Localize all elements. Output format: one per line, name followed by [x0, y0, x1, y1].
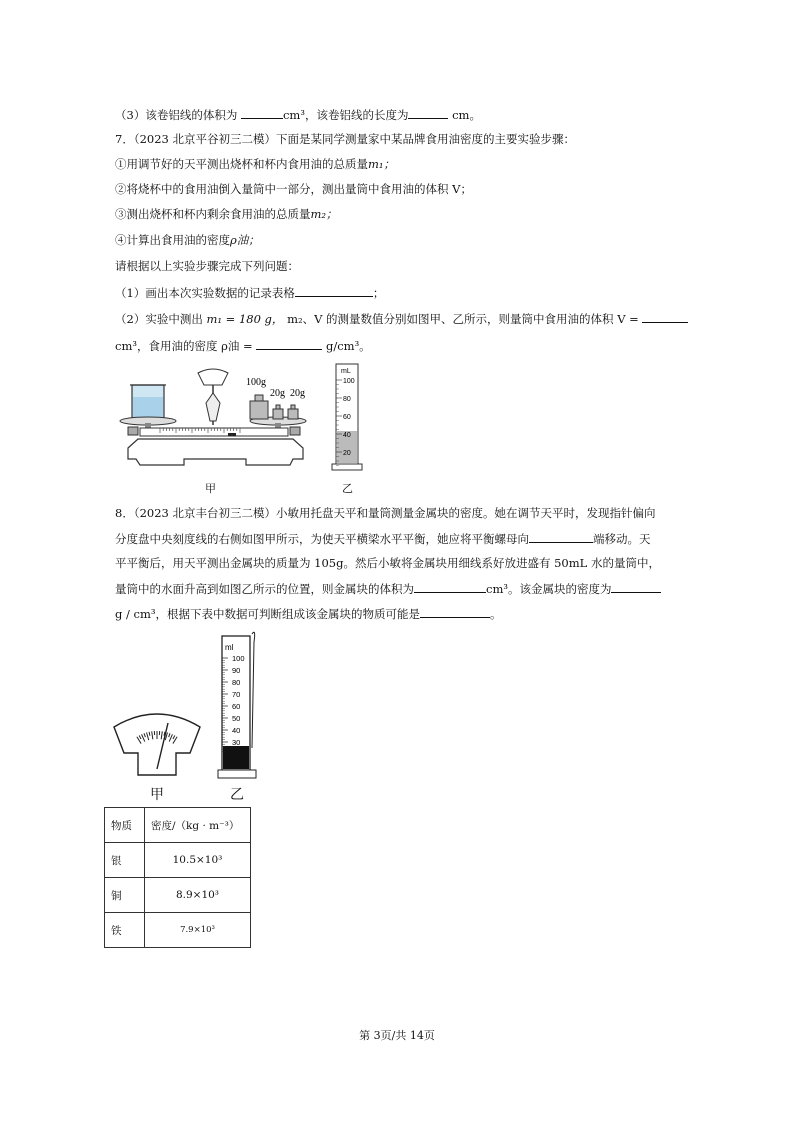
caption-jia-2: 甲: [150, 787, 164, 803]
q7-part2: （2）实验中测出 m₁ = 180 g， m₂、V 的测量数值分别如图甲、乙所示，则量筒中食用油的体积 V =: [115, 310, 688, 327]
cylinder2-tick-label: 70: [232, 690, 241, 699]
direction-blank[interactable]: [529, 530, 593, 543]
cylinder-with-metal-figure: [214, 628, 264, 780]
q8-line2: 分度盘中央刻度线的右侧如图甲所示，为使天平横梁水平平衡，她应将平衡螺母向 端移动。天: [115, 532, 651, 546]
weight-label-20g-b: 20g: [290, 388, 305, 399]
length-blank[interactable]: [408, 106, 448, 119]
beaker-icon: [130, 385, 166, 419]
q7-header: 7．（2023 北京平谷初三二模）下面是某同学测量家中某品牌食用油密度的主要实验步骤：: [115, 132, 575, 146]
q6-part3-unit-cm: cm。: [448, 108, 481, 122]
q7-step3: ③测出烧杯和杯内剩余食用油的总质量m₂；: [115, 207, 338, 221]
table-header-row: [105, 808, 251, 843]
weight-label-100g: 100g: [246, 377, 266, 388]
q7-part1: （1）画出本次实验数据的记录表格 ；: [115, 286, 385, 300]
caption-yi-2: 乙: [230, 787, 244, 803]
q6-part3-unit: cm³，该卷铝线的长度为: [282, 108, 409, 122]
cylinder2-tick-label: 60: [232, 702, 241, 711]
table-header-substance: 物质: [105, 808, 145, 843]
q7-step4: ④计算出食用油的密度ρ油；: [115, 233, 260, 247]
table-header-density: 密度/（kg · m⁻³）: [145, 808, 251, 843]
q7-prompt: 请根据以上实验步骤完成下列问题：: [115, 259, 299, 273]
table-row: 铜 8.9×10³: [105, 878, 251, 913]
m1-value: m₁ = 180 g，: [206, 312, 284, 326]
metal-density-blank[interactable]: [611, 580, 661, 593]
var-m2: m₂；: [310, 207, 338, 221]
page-footer: 第 3页/共 14页: [359, 1029, 435, 1042]
volume-blank[interactable]: [241, 106, 283, 119]
density-table: [104, 807, 251, 948]
weight-label-20g-a: 20g: [270, 388, 285, 399]
caption-yi: 乙: [342, 482, 353, 495]
q7-step2: ②将烧杯中的食用油倒入量筒中一部分，测出量筒中食用油的体积 V；: [115, 182, 472, 196]
caption-jia: 甲: [205, 482, 216, 495]
density-blank[interactable]: [256, 337, 322, 350]
cylinder2-tick-label: 90: [232, 666, 241, 675]
cylinder-tick-label: 20: [343, 450, 351, 457]
q8-line3: 平平衡后，用天平测出金属块的质量为 105g。然后小敏将金属块用细线系好放进盛有 50mL 水的量筒中，: [115, 556, 660, 570]
q8-line4: 量筒中的水面升高到如图乙所示的位置，则金属块的体积为 cm³。该金属块的密度为: [115, 580, 661, 597]
q7-part2-cont: cm³，食用油的密度 ρ油 = g/cm³。: [115, 339, 371, 353]
cylinder2-unit: ml: [225, 643, 234, 652]
q6-part3-text: （3）该卷铝线的体积为: [115, 108, 238, 122]
table-row: 铁 7.9×10³: [105, 913, 251, 948]
cylinder2-tick-label: 50: [232, 714, 241, 723]
var-m1: m₁；: [368, 157, 396, 171]
cylinder2-tick-label: 30: [232, 738, 241, 747]
q7-step1: ①用调节好的天平测出烧杯和杯内食用油的总质量m₁；: [115, 157, 396, 171]
cylinder-tick-label: 60: [343, 414, 351, 421]
cylinder-tick-label: 40: [343, 432, 351, 439]
balance-figure: [118, 363, 318, 473]
pointer-dial-figure: [112, 705, 202, 777]
q8-line5: g / cm³，根据下表中数据可判断组成该金属块的物质可能是 。: [115, 607, 502, 621]
table-row: 银 10.5×10³: [105, 843, 251, 878]
cylinder2-tick-label: 80: [232, 678, 241, 687]
table-blank[interactable]: [295, 284, 373, 297]
q8-line1: 8．（2023 北京丰台初三二模）小敏用托盘天平和量筒测量金属块的密度。她在调节天平时，发现指针偏向: [115, 506, 656, 520]
cylinder-tick-label: 100: [343, 378, 355, 385]
pointer-dial-icon: [198, 369, 228, 425]
q6-part3-line: [115, 106, 481, 123]
cylinder2-tick-label: 40: [232, 726, 241, 735]
cylinder2-tick-label: 100: [232, 654, 245, 663]
volume-v-blank[interactable]: [642, 310, 688, 323]
metal-volume-blank[interactable]: [414, 580, 486, 593]
graduated-cylinder-figure: [330, 360, 364, 474]
var-rho: ρ油；: [230, 233, 260, 247]
material-blank[interactable]: [420, 605, 490, 618]
cylinder-tick-label: 80: [343, 396, 351, 403]
cylinder-unit: mL: [341, 368, 351, 375]
